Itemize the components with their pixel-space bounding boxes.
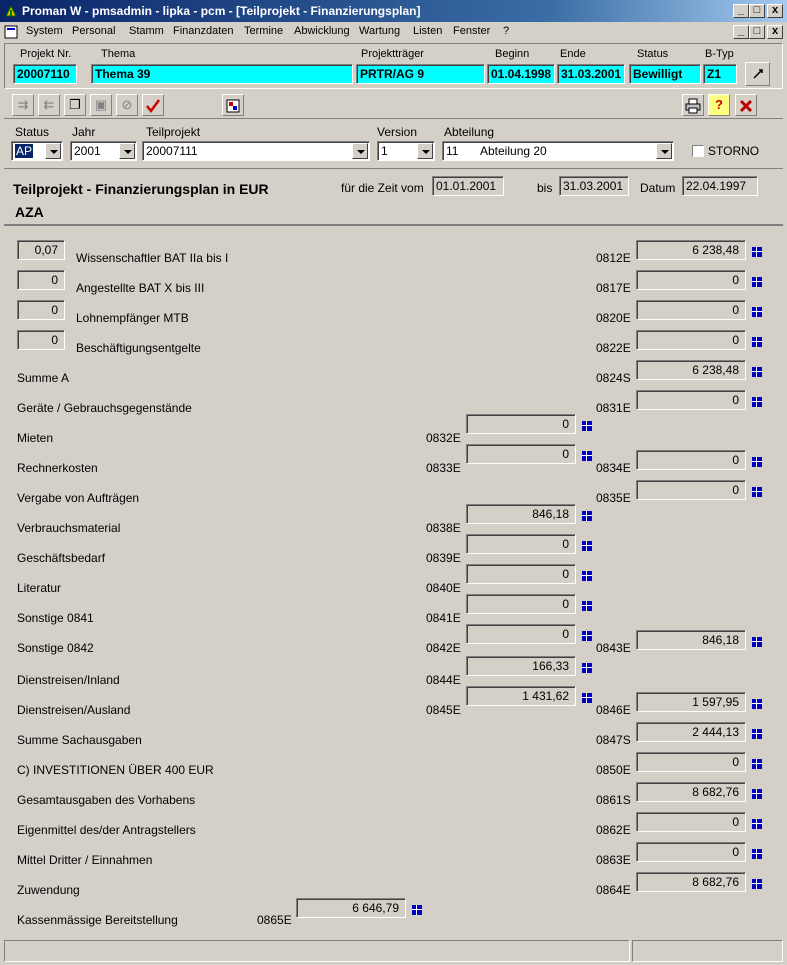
row-label: Vergabe von Aufträgen — [17, 491, 140, 505]
grid-icon[interactable] — [750, 635, 764, 649]
row-code: 0845E — [426, 703, 461, 717]
move-left-icon: ⇇ — [43, 97, 55, 112]
row-code: 0817E — [596, 281, 631, 295]
row-code: 0847S — [596, 733, 631, 747]
menu-help[interactable]: ? — [503, 25, 510, 37]
amount-field[interactable]: 0 — [636, 330, 746, 350]
bis-label: bis — [537, 181, 553, 195]
status-bar-left — [4, 940, 630, 962]
beginn-label: Beginn — [495, 48, 530, 60]
amount-field[interactable]: 1 431,62 — [466, 686, 576, 706]
save-icon: ▣ — [94, 97, 108, 112]
beginn-field[interactable]: 01.04.1998 — [487, 64, 555, 84]
grid-icon[interactable] — [750, 395, 764, 409]
form-title: Teilprojekt - Finanzierungsplan in EUR — [13, 181, 269, 197]
grid-icon[interactable] — [750, 245, 764, 259]
close-button[interactable]: x — [767, 4, 783, 18]
help-icon: ? — [715, 97, 723, 112]
amount-field[interactable]: 8 682,76 — [636, 782, 746, 802]
menu-system[interactable]: System — [26, 25, 63, 37]
row-code: 0820E — [596, 311, 631, 325]
quantity-field[interactable]: 0 — [17, 330, 65, 350]
row-label: Geschäftsbedarf — [17, 551, 106, 565]
row-label: Angestellte BAT X bis III — [76, 281, 205, 295]
amount-field[interactable]: 6 238,48 — [636, 240, 746, 260]
mdi-restore-button[interactable]: □ — [749, 25, 765, 39]
zeit-von-field: 01.01.2001 — [432, 176, 504, 196]
traeger-label: Projektträger — [361, 48, 424, 60]
status-select[interactable] — [11, 141, 63, 161]
toolbar — [4, 91, 783, 119]
row-label: Gesamtausgaben des Vorhabens — [17, 793, 196, 807]
minimize-button[interactable]: _ — [733, 4, 749, 18]
move-right-icon: ⇉ — [17, 97, 29, 112]
print-icon — [685, 98, 701, 114]
status-bar — [4, 940, 783, 962]
abteilung-dropdown-icon[interactable] — [656, 143, 672, 159]
row-code: 0842E — [426, 641, 461, 655]
row-label: Mittel Dritter / Einnahmen — [17, 853, 153, 867]
ende-label: Ende — [560, 48, 586, 60]
row-label: Beschäftigungsentgelte — [76, 341, 201, 355]
move-right-button[interactable] — [12, 94, 34, 116]
abteilung-select[interactable] — [442, 141, 674, 161]
amount-field[interactable]: 0 — [636, 300, 746, 320]
teilprojekt-dropdown-icon[interactable] — [352, 143, 368, 159]
row-label: Dienstreisen/Ausland — [17, 703, 131, 717]
mdi-close-button[interactable]: x — [767, 25, 783, 39]
row-code: 0834E — [596, 461, 631, 475]
version-dropdown-icon[interactable] — [417, 143, 433, 159]
grid-icon[interactable] — [750, 787, 764, 801]
grid-icon[interactable] — [580, 661, 594, 675]
link-button[interactable] — [745, 62, 770, 86]
check-icon — [145, 98, 161, 114]
amount-field[interactable]: 8 682,76 — [636, 872, 746, 892]
row-code: 0839E — [426, 551, 461, 565]
row-code: 0832E — [426, 431, 461, 445]
row-code: 0846E — [596, 703, 631, 717]
filter-panel — [4, 121, 783, 169]
row-code: 0862E — [596, 823, 631, 837]
grid-icon[interactable] — [750, 305, 764, 319]
row-code: 0863E — [596, 853, 631, 867]
title-bar — [0, 0, 787, 22]
move-left-button[interactable] — [38, 94, 60, 116]
row-label: Dienstreisen/Inland — [17, 673, 120, 687]
thema-label: Thema — [101, 48, 136, 60]
jahr-dropdown-icon[interactable] — [119, 143, 135, 159]
row-code: 0864E — [596, 883, 631, 897]
jahr-select-value: 2001 — [74, 144, 101, 158]
menu-finanzdaten[interactable]: Finanzdaten — [173, 25, 234, 37]
menu-personal[interactable]: Personal — [72, 25, 116, 37]
maximize-button[interactable]: □ — [749, 4, 765, 18]
projekt-label: Projekt Nr. — [20, 48, 72, 60]
grid-icon[interactable] — [750, 455, 764, 469]
row-label: Rechnerkosten — [17, 461, 98, 475]
status-dropdown-icon[interactable] — [45, 143, 61, 159]
amount-field[interactable]: 0 — [636, 480, 746, 500]
print-button[interactable] — [682, 94, 704, 116]
grid-icon[interactable] — [580, 509, 594, 523]
row-code: 0812E — [596, 251, 631, 265]
amount-field[interactable]: 0 — [466, 564, 576, 584]
status-bar-right — [632, 940, 783, 962]
row-label: Zuwendung — [17, 883, 80, 897]
amount-field[interactable]: 0 — [466, 534, 576, 554]
zeit-label: für die Zeit vom — [341, 181, 424, 195]
version-select-value: 1 — [381, 144, 388, 158]
storno-checkbox[interactable] — [692, 145, 704, 157]
grid-icon[interactable] — [750, 727, 764, 741]
row-label: Lohnempfänger MTB — [76, 311, 189, 325]
row-label: Summe A — [17, 371, 70, 385]
projekt-field[interactable]: 20007110 — [13, 64, 77, 84]
grid-icon[interactable] — [750, 847, 764, 861]
row-code: 0833E — [426, 461, 461, 475]
status-filter-label: Status — [15, 125, 50, 139]
row-code: 0840E — [426, 581, 461, 595]
save-button[interactable] — [90, 94, 112, 116]
grid-icon[interactable] — [750, 877, 764, 891]
menu-wartung[interactable]: Wartung — [359, 25, 401, 37]
amount-field[interactable]: 846,18 — [636, 630, 746, 650]
status-field[interactable]: Bewilligt — [629, 64, 701, 84]
row-code: 0841E — [426, 611, 461, 625]
amount-field[interactable]: 0 — [466, 414, 576, 434]
row-code: 0835E — [596, 491, 631, 505]
amount-field[interactable]: 0 — [636, 270, 746, 290]
teilprojekt-select-value: 20007111 — [146, 144, 198, 158]
datum-label: Datum — [640, 181, 676, 195]
grid-icon[interactable] — [750, 697, 764, 711]
row-code: 0865E — [257, 913, 292, 927]
project-header — [4, 43, 783, 89]
grid-icon[interactable] — [580, 569, 594, 583]
mdi-minimize-button[interactable]: _ — [733, 25, 749, 39]
grid-icon[interactable] — [750, 757, 764, 771]
grid-icon[interactable] — [750, 817, 764, 831]
amount-field[interactable]: 2 444,13 — [636, 722, 746, 742]
amount-field[interactable]: 0 — [636, 752, 746, 772]
window-title: Proman W - pmsadmin - lipka - pcm - [Teilprojekt - Finanzierungsplan] — [22, 4, 421, 18]
row-label: Sonstige 0842 — [17, 641, 94, 655]
datum-field: 22.04.1997 — [682, 176, 758, 196]
undo-button[interactable] — [116, 94, 138, 116]
traeger-field[interactable]: PRTR/AG 9 — [356, 64, 485, 84]
row-label: C) INVESTITIONEN ÜBER 400 EUR — [17, 763, 214, 777]
row-label: Mieten — [17, 431, 54, 445]
menu-termine[interactable]: Termine — [244, 25, 284, 37]
status-select-value: AP — [16, 144, 33, 158]
menu-listen[interactable]: Listen — [413, 25, 443, 37]
help-button[interactable] — [708, 94, 730, 116]
row-label: Summe Sachausgaben — [17, 733, 142, 747]
row-code: 0843E — [596, 641, 631, 655]
row-code: 0838E — [426, 521, 461, 535]
amount-field[interactable]: 6 646,79 — [296, 898, 406, 918]
menu-abwicklung[interactable]: Abwicklung — [294, 25, 350, 37]
zeit-bis-field: 31.03.2001 — [559, 176, 629, 196]
quantity-field[interactable]: 0 — [17, 270, 65, 290]
ende-field[interactable]: 31.03.2001 — [557, 64, 625, 84]
quantity-field[interactable]: 0,07 — [17, 240, 65, 260]
form-subtitle: AZA — [15, 204, 44, 220]
grid-icon[interactable] — [580, 539, 594, 553]
grid-icon[interactable] — [750, 335, 764, 349]
abteilung-name: Abteilung 20 — [480, 144, 547, 158]
row-code: 0861S — [596, 793, 631, 807]
app-icon — [4, 4, 18, 18]
amount-field[interactable]: 0 — [466, 594, 576, 614]
grid-icon[interactable] — [580, 629, 594, 643]
grid-icon[interactable] — [580, 449, 594, 463]
row-label: Eigenmittel des/der Antragstellers — [17, 823, 196, 837]
menu-stamm[interactable]: Stamm — [129, 25, 164, 37]
calculator-button[interactable] — [222, 94, 244, 116]
amount-field[interactable]: 0 — [636, 390, 746, 410]
version-label: Version — [377, 125, 418, 139]
row-code: 0822E — [596, 341, 631, 355]
abteilung-code: 11 — [446, 144, 459, 158]
jahr-label: Jahr — [72, 125, 96, 139]
amount-field[interactable]: 0 — [636, 812, 746, 832]
amount-field[interactable]: 0 — [466, 624, 576, 644]
form-title-panel — [4, 170, 783, 226]
copy-button[interactable] — [64, 94, 86, 116]
btyp-field[interactable]: Z1 — [703, 64, 737, 84]
amount-field[interactable]: 6 238,48 — [636, 360, 746, 380]
abteilung-label: Abteilung — [444, 125, 495, 139]
amount-field[interactable]: 1 597,95 — [636, 692, 746, 712]
row-label: Literatur — [17, 581, 62, 595]
grid-icon[interactable] — [750, 365, 764, 379]
grid-icon[interactable] — [750, 485, 764, 499]
link-icon — [751, 67, 765, 81]
amount-field[interactable]: 0 — [636, 842, 746, 862]
amount-field[interactable]: 846,18 — [466, 504, 576, 524]
menu-bar — [0, 22, 787, 42]
exit-button[interactable] — [735, 94, 757, 116]
document-icon — [4, 25, 18, 39]
menu-fenster[interactable]: Fenster — [453, 25, 491, 37]
teilprojekt-label: Teilprojekt — [146, 125, 201, 139]
grid-icon[interactable] — [580, 691, 594, 705]
thema-field[interactable]: Thema 39 — [91, 64, 353, 84]
row-label: Sonstige 0841 — [17, 611, 94, 625]
row-label: Kassenmässige Bereitstellung — [17, 913, 178, 927]
grid-icon[interactable] — [410, 903, 424, 917]
version-select[interactable] — [377, 141, 435, 161]
status-label: Status — [637, 48, 669, 60]
financing-plan — [0, 228, 787, 938]
row-label: Wissenschaftler BAT IIa bis I — [76, 251, 229, 265]
row-code: 0831E — [596, 401, 631, 415]
jahr-select[interactable] — [70, 141, 137, 161]
copy-icon: ❐ — [69, 97, 81, 112]
grid-icon[interactable] — [580, 419, 594, 433]
grid-icon[interactable] — [580, 599, 594, 613]
row-code: 0850E — [596, 763, 631, 777]
exit-icon — [738, 98, 754, 114]
amount-field[interactable]: 0 — [636, 450, 746, 470]
grid-icon[interactable] — [750, 275, 764, 289]
undo-icon: ⊘ — [121, 97, 133, 112]
amount-field[interactable]: 0 — [466, 444, 576, 464]
btyp-label: B-Typ — [705, 48, 734, 60]
amount-field[interactable]: 166,33 — [466, 656, 576, 676]
row-code: 0844E — [426, 673, 461, 687]
row-label: Geräte / Gebrauchsgegenstände — [17, 401, 192, 415]
calculator-icon — [225, 98, 241, 114]
confirm-button[interactable] — [142, 94, 164, 116]
quantity-field[interactable]: 0 — [17, 300, 65, 320]
storno-label: STORNO — [708, 144, 760, 158]
row-code: 0824S — [596, 371, 631, 385]
row-label: Verbrauchsmaterial — [17, 521, 121, 535]
teilprojekt-select[interactable] — [142, 141, 370, 161]
